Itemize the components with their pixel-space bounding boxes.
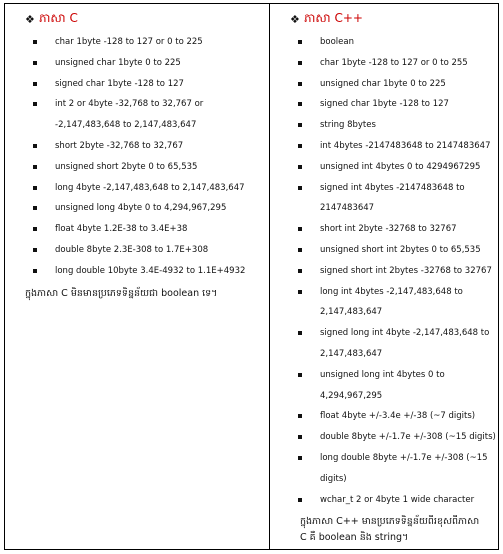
type-name: long int 4bytes <box>320 286 387 297</box>
square-bullet-icon <box>298 373 302 377</box>
type-name: unsigned char 1byte <box>55 57 146 68</box>
type-name: double 8byte <box>320 432 379 443</box>
type-name: short 2byte <box>55 140 107 151</box>
column-title: ភាសា C++ <box>304 11 363 25</box>
list-item <box>290 261 498 282</box>
list-item <box>290 178 498 220</box>
square-bullet-icon <box>33 227 37 231</box>
type-name: unsigned long int 4bytes <box>320 369 429 380</box>
type-range: 0 to 4,294,967,295 <box>144 203 227 214</box>
list-item <box>290 490 498 511</box>
type-name: char 1byte <box>55 37 104 47</box>
square-bullet-icon <box>33 144 37 148</box>
type-name: unsigned short int 2bytes <box>320 244 432 255</box>
square-bullet-icon <box>298 123 302 127</box>
type-range: 2.3E-308 to 1.7E+308 <box>113 244 209 255</box>
type-name: signed long int 4byte <box>320 328 413 339</box>
type-name: char 1byte <box>320 57 369 68</box>
type-name: string 8bytes <box>320 120 376 131</box>
type-name: double 8byte <box>55 244 114 255</box>
column-note: ក្នុងភាសា C មិនមានប្រភេទទិន្នន័យជា boolean ទេ។ <box>25 287 218 299</box>
type-name: signed char 1byte <box>320 99 400 110</box>
square-bullet-icon <box>298 456 302 460</box>
type-name: float 4byte <box>320 411 369 422</box>
list-item <box>25 94 269 136</box>
square-bullet-icon <box>33 206 37 210</box>
type-list <box>290 32 498 510</box>
square-bullet-icon <box>298 227 302 231</box>
square-bullet-icon <box>33 82 37 86</box>
square-bullet-icon <box>33 248 37 252</box>
type-range: +/-1.7e +/-308 (~15 digits) <box>378 432 496 443</box>
type-range: -32768 to 32767 <box>420 265 492 276</box>
list-item <box>25 261 269 282</box>
diamond-bullet-icon: ❖ <box>25 12 35 26</box>
type-name: boolean <box>320 37 354 47</box>
square-bullet-icon <box>298 82 302 86</box>
list-item <box>290 448 498 490</box>
type-range: -32768 to 32767 <box>385 224 457 235</box>
square-bullet-icon <box>298 269 302 273</box>
square-bullet-icon <box>33 40 37 44</box>
type-range: +/-1.7e +/-308 (~15 digits) <box>320 452 488 484</box>
type-name: int 2 or 4byte <box>55 99 116 110</box>
type-name: long double 8byte <box>320 452 400 463</box>
square-bullet-icon <box>298 186 302 190</box>
type-name: float 4byte <box>55 224 104 235</box>
square-bullet-icon <box>298 40 302 44</box>
type-name: unsigned short 2byte <box>55 161 149 172</box>
square-bullet-icon <box>298 435 302 439</box>
type-name: wchar_t 2 or 4byte <box>320 494 403 505</box>
list-item <box>290 282 498 324</box>
type-range: 0 to 225 <box>410 78 446 89</box>
square-bullet-icon <box>33 102 37 106</box>
list-item <box>290 240 498 261</box>
list-item <box>25 198 269 219</box>
type-range: -128 to 127 or 0 to 225 <box>103 37 203 47</box>
list-item <box>290 32 498 53</box>
type-name: long 4byte <box>55 182 104 193</box>
square-bullet-icon <box>298 498 302 502</box>
diamond-bullet-icon: ❖ <box>290 12 300 26</box>
type-range: 0 to 4294967295 <box>406 161 481 172</box>
list-item <box>290 115 498 136</box>
comparison-table <box>4 3 499 550</box>
type-range: -2,147,483,648 to 2,147,483,647 <box>320 286 463 318</box>
type-name: unsigned long 4byte <box>55 203 145 214</box>
type-range: 0 to 65,535 <box>148 161 198 172</box>
list-item <box>25 219 269 240</box>
square-bullet-icon <box>298 414 302 418</box>
list-item <box>290 365 498 407</box>
type-name: unsigned int 4bytes <box>320 161 407 172</box>
square-bullet-icon <box>33 61 37 65</box>
type-range: 0 to 4,294,967,295 <box>320 369 445 401</box>
type-name: int 4bytes <box>320 140 366 151</box>
list-item <box>25 157 269 178</box>
type-name: signed char 1byte <box>55 78 135 89</box>
type-range: -128 to 127 <box>134 78 184 89</box>
type-range: 1 wide character <box>402 494 475 505</box>
type-range: -128 to 127 <box>399 99 449 110</box>
type-range: -32,768 to 32,767 or -2,147,483,648 to 2,147,483,647 <box>55 99 204 131</box>
square-bullet-icon <box>298 144 302 148</box>
column-header-c <box>25 10 269 28</box>
type-name: short int 2byte <box>320 224 386 235</box>
type-range: -2147483648 to 2147483647 <box>320 182 465 214</box>
square-bullet-icon <box>33 186 37 190</box>
type-range: 1.2E-38 to 3.4E+38 <box>103 224 188 235</box>
type-range: -128 to 127 or 0 to 255 <box>368 57 468 68</box>
type-range: 3.4E-4932 to 1.1E+4932 <box>140 265 246 276</box>
list-item <box>290 136 498 157</box>
square-bullet-icon <box>298 290 302 294</box>
type-range: 0 to 65,535 <box>431 244 481 255</box>
square-bullet-icon <box>298 165 302 169</box>
column-c <box>5 4 270 549</box>
column-note: ក្នុងភាសា C++ មានប្រភេទទិន្នន័យពីរខុសពីភាសា C គឺ boolean និង string។ <box>300 516 480 544</box>
column-header-cpp <box>290 10 498 28</box>
type-range: +/-3.4e +/-38 (~7 digits) <box>368 411 476 422</box>
square-bullet-icon <box>298 248 302 252</box>
list-item <box>290 219 498 240</box>
list-item <box>290 406 498 427</box>
type-name: unsigned char 1byte <box>320 78 411 89</box>
type-name: long double 10byte <box>55 265 141 276</box>
square-bullet-icon <box>33 269 37 273</box>
list-item <box>290 94 498 115</box>
type-list <box>25 32 269 282</box>
column-cpp <box>270 4 498 549</box>
list-item <box>25 74 269 95</box>
square-bullet-icon <box>298 331 302 335</box>
type-range: 0 to 225 <box>145 57 181 68</box>
square-bullet-icon <box>298 102 302 106</box>
list-item <box>290 157 498 178</box>
list-item <box>25 32 269 53</box>
type-name: signed int 4bytes <box>320 182 397 193</box>
type-range: -32,768 to 32,767 <box>106 140 184 151</box>
type-range: -2,147,483,648 to 2,147,483,647 <box>320 328 490 359</box>
list-item <box>25 178 269 199</box>
type-range: -2,147,483,648 to 2,147,483,647 <box>103 182 245 193</box>
square-bullet-icon <box>33 165 37 169</box>
list-item <box>290 74 498 95</box>
list-item <box>25 136 269 157</box>
list-item <box>290 53 498 74</box>
list-item <box>290 427 498 448</box>
square-bullet-icon <box>298 61 302 65</box>
list-item <box>25 53 269 74</box>
type-name: signed short int 2bytes <box>320 265 421 276</box>
list-item <box>25 240 269 261</box>
column-title: ភាសា C <box>39 11 78 25</box>
type-range: -2147483648 to 2147483647 <box>365 140 491 151</box>
list-item <box>290 323 498 365</box>
